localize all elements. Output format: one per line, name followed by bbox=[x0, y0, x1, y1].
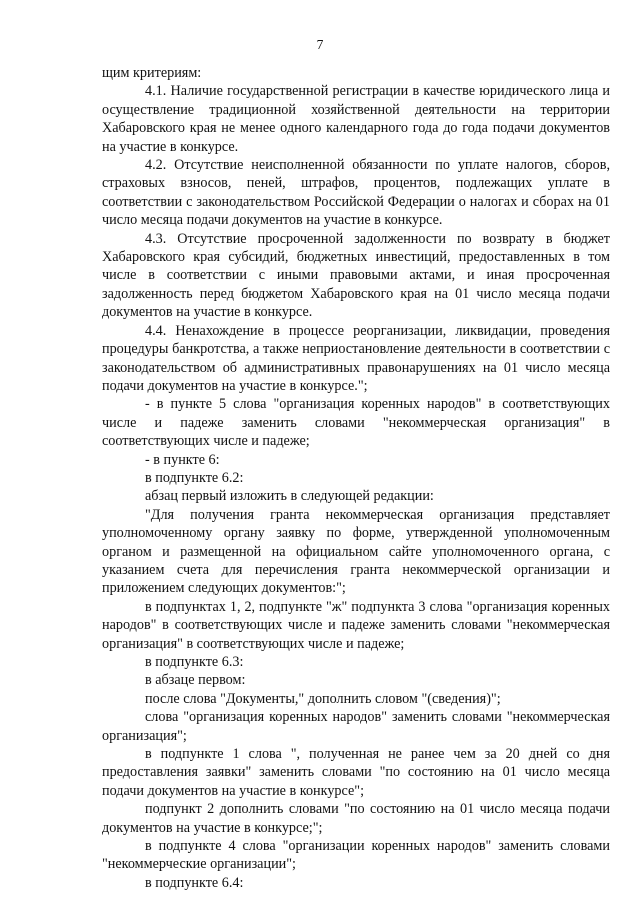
paragraph: в подпункте 4 слова "организации коренных народов" заменить словами "некоммерческие организации"; bbox=[102, 838, 610, 873]
paragraph: 4.3. Отсутствие просроченной задолженности по возврату в бюджет Хабаровского края субсидий, бюджетных инвестиций, предоставленных в том числе в соответствии с иными правовыми актами, и иная просроченная задолженность перед бюджетом Хабаровского края на 01 число месяца подачи документов на участие в конкурсе. bbox=[102, 230, 610, 321]
paragraph: в подпункте 6.3: bbox=[145, 654, 244, 670]
paragraph: 4.1. Наличие государственной регистрации в качестве юридического лица и осуществление традиционной хозяйственной деятельности на территории Хабаровского края не менее одного календарного года до года подачи документов на участие в конкурсе. bbox=[102, 83, 610, 155]
paragraph: после слова "Документы," дополнить словом "(сведения)"; bbox=[145, 690, 501, 707]
page-number: 7 bbox=[316, 37, 324, 52]
paragraph: 4.4. Ненахождение в процессе реорганизации, ликвидации, проведения процедуры банкротства, а также неприостановление деятельности в соответствии с законодательством об административных правонарушениях на 01 число месяца подачи документов на участие в конкурсе."; bbox=[102, 322, 610, 394]
paragraph: в абзаце первом: bbox=[145, 672, 246, 689]
paragraph: слова "организация коренных народов" заменить словами "некоммерческая организация"; bbox=[102, 709, 610, 744]
paragraph: - в пункте 5 слова "организация коренных народов" в соответствующих числе и падеже заменить словами "некоммерческая организация" в соответствующих числе и падеже; bbox=[102, 396, 610, 450]
paragraph: в подпункте 6.4: bbox=[145, 874, 244, 891]
paragraph: в подпункте 1 слова ", полученная не ранее чем за 20 дней со дня предоставления заявки" заменить словами "по состоянию на 01 число месяца подачи документов на участие в конкурсе"; bbox=[102, 746, 610, 799]
paragraph: щим критериям: bbox=[102, 65, 202, 81]
paragraph: - в пункте 6: bbox=[145, 451, 220, 468]
paragraph: подпункт 2 дополнить словами "по состоянию на 01 число месяца подачи документов на участие в конкурсе;"; bbox=[102, 801, 610, 836]
paragraph: в подпункте 6.2: bbox=[145, 469, 244, 486]
paragraph: абзац первый изложить в следующей редакции: bbox=[145, 488, 434, 505]
paragraph: 4.2. Отсутствие неисполненной обязанности по уплате налогов, сборов, страховых взносов, пеней, штрафов, процентов, подлежащих уплате в соответствии с законодательством Российской Федерации о налогах и сборах на 01 число месяца подачи документов на участие в конкурсе. bbox=[102, 157, 610, 229]
paragraph: в подпунктах 1, 2, подпункте "ж" подпункта 3 слова "организация коренных народов" в соответствующих числе и падеже заменить словами "некоммерческая организация" в соответствующих числе и падеже; bbox=[102, 598, 610, 652]
document-body bbox=[102, 64, 610, 892]
paragraph: "Для получения гранта некоммерческая организация представляет уполномоченному органу заявку по форме, утвержденной уполномоченным органом и размещенной на официальном сайте уполномоченного органа, с указанием счета для перечисления гранта некоммерческой организации и приложением следующих документов:"; bbox=[102, 506, 610, 597]
